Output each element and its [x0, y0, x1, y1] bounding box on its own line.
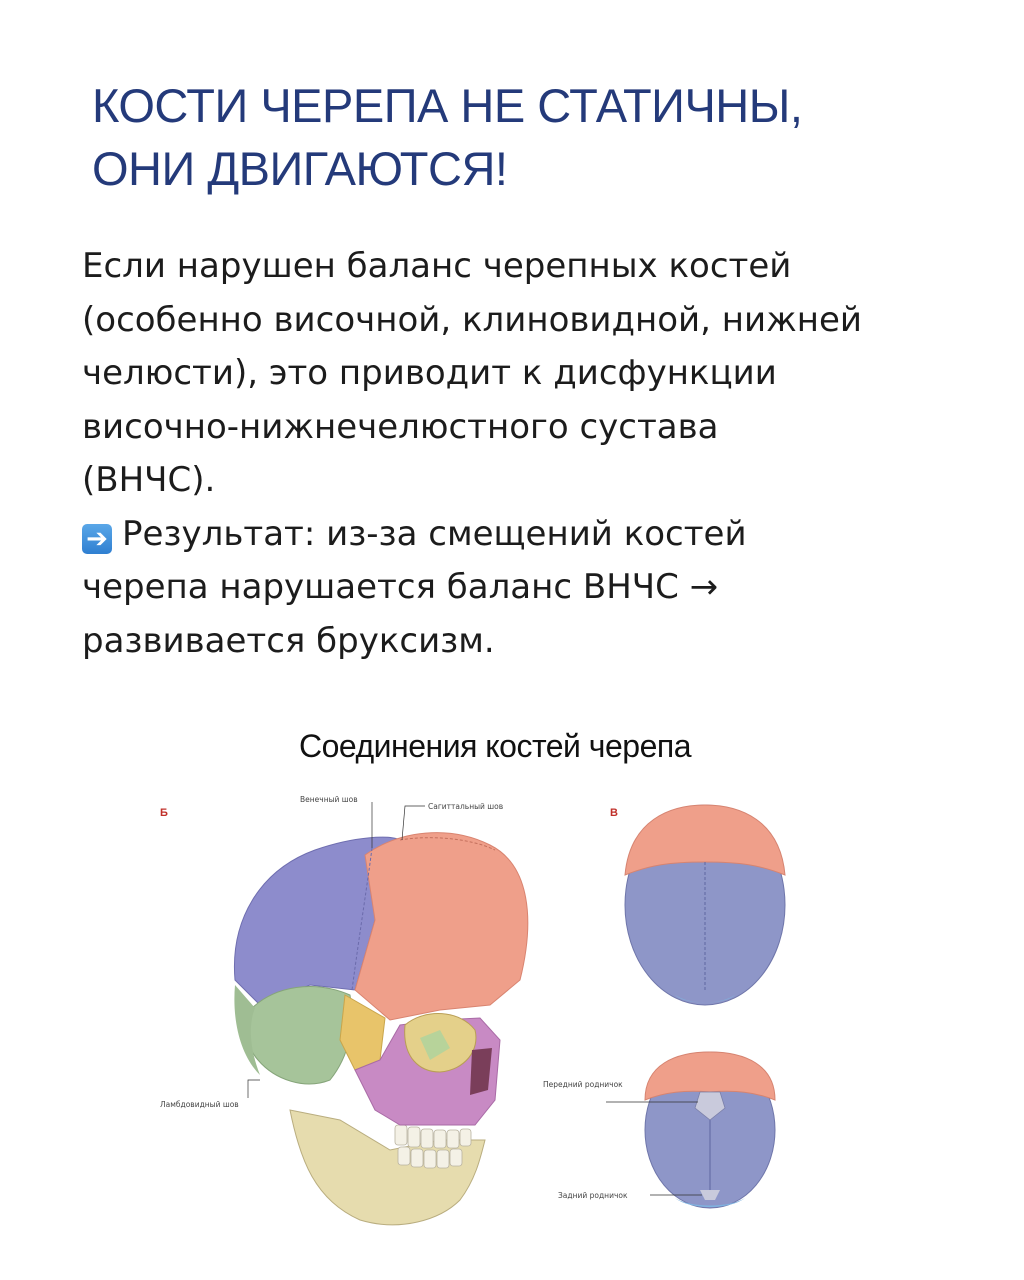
body-paragraph [82, 240, 982, 668]
lambdoid-suture-label: Ламбдовидный шов [160, 1100, 239, 1109]
posterior-fontanelle-label: Задний родничок [558, 1191, 628, 1200]
result-text: Результат: из-за смещений костей [122, 513, 747, 554]
paragraph-line: Если нарушен баланс черепных костей [82, 246, 792, 286]
infant-skull-drawing [645, 1052, 775, 1208]
coronal-suture-label: Венечный шов [300, 795, 358, 804]
panel-letter-v: В [610, 807, 618, 819]
figure-title: Соединения костей черепа [299, 728, 691, 764]
right-arrow-emoji-icon: ➔ [82, 524, 112, 554]
page-heading [92, 74, 972, 200]
lambdoid-suture-leader [248, 1080, 260, 1098]
paragraph-line: височно-нижнечелюстного сустава [82, 406, 719, 447]
heading-line-2: ОНИ ДВИГАЮТСЯ! [92, 142, 508, 195]
panel-letter-b: Б [160, 807, 168, 819]
result-line: черепа нарушается баланс ВНЧС → [82, 567, 719, 607]
anterior-fontanelle-label: Передний родничок [543, 1080, 623, 1089]
heading-line-1: КОСТИ ЧЕРЕПА НЕ СТАТИЧНЫ, [92, 79, 803, 132]
paragraph-line: челюсти), это приводит к дисфункции [82, 353, 777, 393]
superior-skull-drawing [625, 805, 785, 1005]
skull-illustration [140, 780, 840, 1260]
sagittal-suture-label: Сагиттальный шов [428, 802, 504, 811]
result-line: развивается бруксизм. [82, 620, 495, 661]
lateral-skull-drawing [234, 833, 527, 1225]
paragraph-line: (ВНЧС). [82, 460, 216, 500]
paragraph-line: (особенно височной, клиновидной, нижней [82, 299, 862, 340]
result-line [82, 508, 982, 562]
